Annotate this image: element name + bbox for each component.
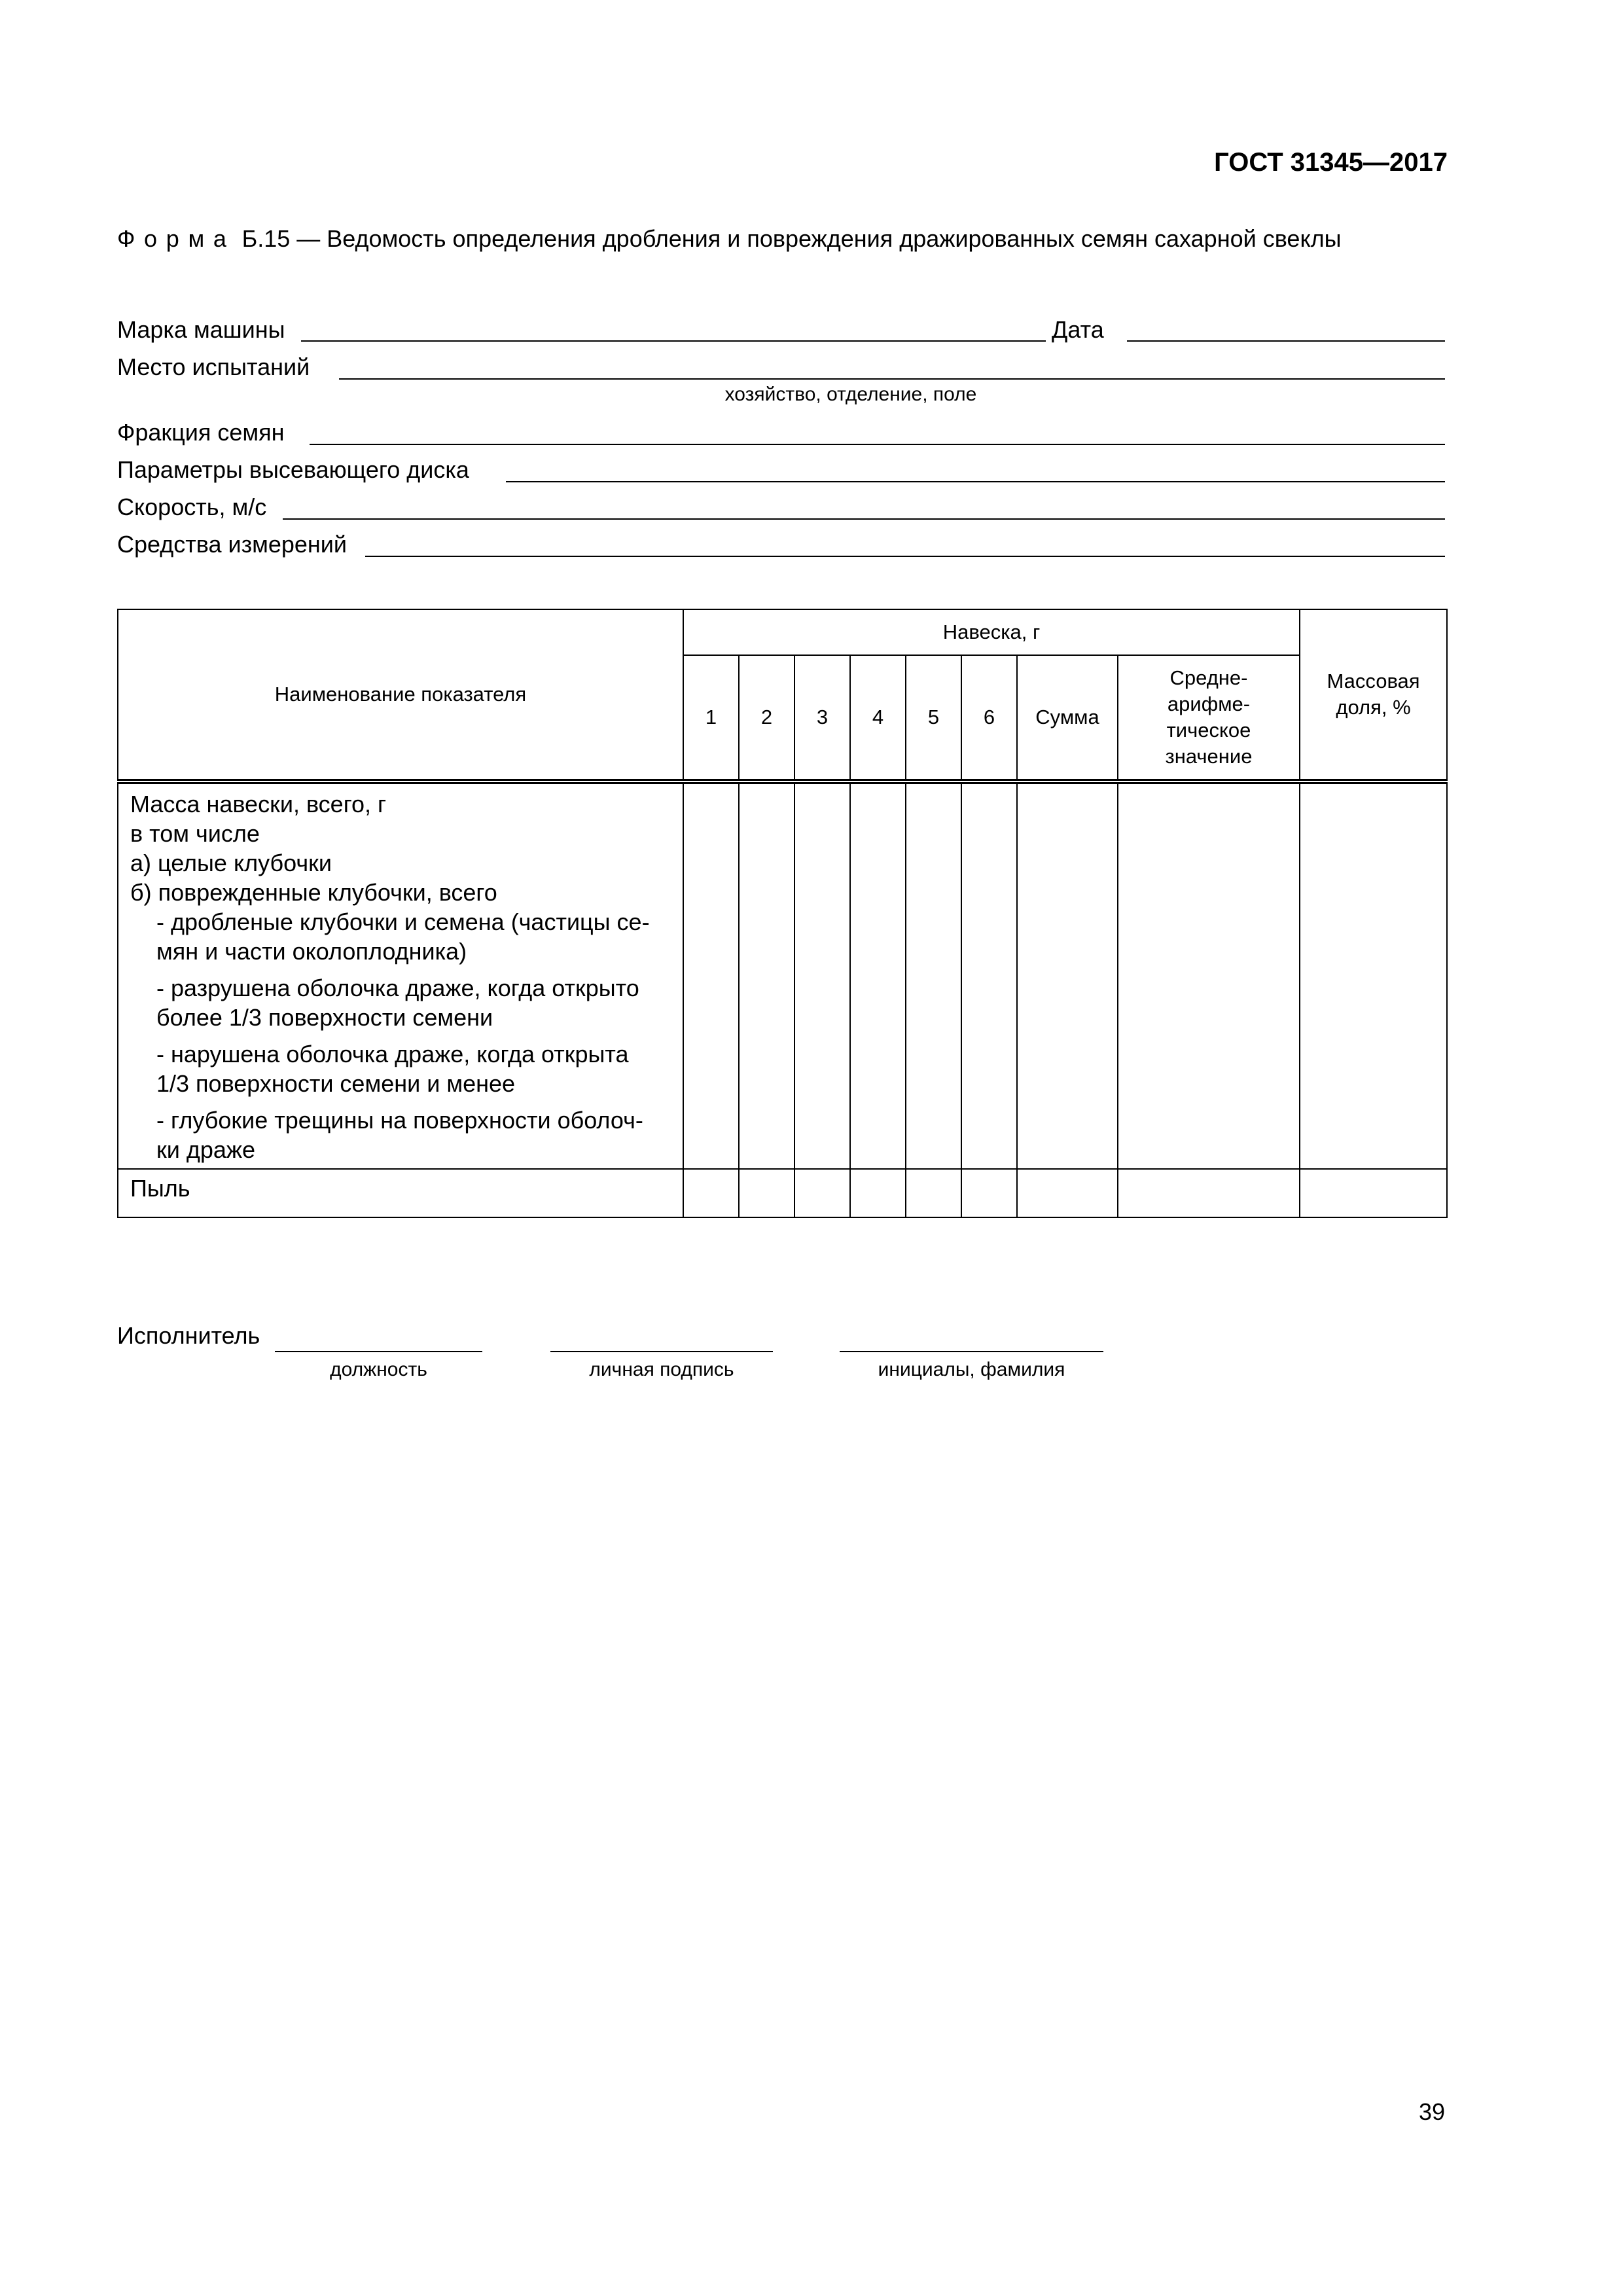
signature-hint-name: инициалы, фамилия	[878, 1359, 1065, 1380]
signature-label: Исполнитель	[117, 1322, 260, 1349]
row-label: Масса навески, всего, г	[130, 791, 387, 817]
value-cell[interactable]	[1300, 781, 1447, 1169]
header-mass-share	[1300, 609, 1447, 781]
value-cell[interactable]	[850, 1169, 906, 1217]
header-sum: Сумма	[1017, 655, 1118, 781]
page-number: 39	[1418, 2098, 1445, 2125]
header-sample-6: 6	[961, 655, 1017, 781]
field-line-place[interactable]	[339, 378, 1445, 380]
value-cell[interactable]	[850, 781, 906, 1169]
field-line-machine[interactable]	[301, 340, 1046, 342]
header-mean-line: арифме-	[1167, 692, 1251, 715]
header-mean	[1118, 655, 1300, 781]
value-cell[interactable]	[739, 1169, 794, 1217]
header-sample-2: 2	[739, 655, 794, 781]
standard-number: ГОСТ 31345—2017	[1214, 148, 1448, 177]
row-label: - нарушена оболочка драже, когда открыта	[156, 1041, 629, 1067]
field-label-place: Место испытаний	[117, 353, 310, 380]
form-caption-text: Б.15 — Ведомость определения дробления и повреждения дражированных семян сахарной свеклы	[235, 225, 1342, 252]
crushing-table	[117, 609, 1448, 1218]
row-label: - глубокие трещины на поверхности оболоч-	[156, 1107, 643, 1134]
header-name: Наименование показателя	[118, 609, 683, 781]
signature-hint-position: должность	[330, 1359, 427, 1380]
value-cell[interactable]	[683, 781, 739, 1169]
row-label: а) целые клубочки	[130, 850, 332, 876]
header-mass-line: доля, %	[1336, 696, 1411, 719]
field-line-speed[interactable]	[283, 518, 1445, 520]
value-cell[interactable]	[961, 781, 1017, 1169]
signature-line-position[interactable]	[275, 1351, 482, 1352]
value-cell[interactable]	[1017, 781, 1118, 1169]
field-line-fraction[interactable]	[310, 444, 1445, 445]
value-cell[interactable]	[683, 1169, 739, 1217]
value-cell[interactable]	[794, 1169, 850, 1217]
value-cell[interactable]	[906, 781, 961, 1169]
row-label: в том числе	[130, 820, 260, 847]
row-label: ки драже	[156, 1136, 256, 1163]
value-cell[interactable]	[739, 781, 794, 1169]
row-label: 1/3 поверхности семени и менее	[156, 1070, 516, 1097]
value-cell[interactable]	[906, 1169, 961, 1217]
value-cell[interactable]	[1118, 1169, 1300, 1217]
form-caption-lead: Форма	[117, 225, 236, 252]
value-cell[interactable]	[1118, 781, 1300, 1169]
signature-line-sign[interactable]	[550, 1351, 773, 1352]
value-cell[interactable]	[1300, 1169, 1447, 1217]
form-caption	[117, 225, 1341, 253]
header-mean-line: Средне-	[1169, 666, 1248, 689]
field-label-fraction: Фракция семян	[117, 419, 285, 446]
header-sample-4: 4	[850, 655, 906, 781]
row-label: б) поврежденные клубочки, всего	[130, 879, 497, 906]
row-label: более 1/3 поверхности семени	[156, 1004, 493, 1031]
row-label: - дробленые клубочки и семена (частицы се-	[156, 908, 650, 935]
header-sample: Навеска, г	[683, 609, 1300, 655]
header-sample-3: 3	[794, 655, 850, 781]
row-label: Пыль	[130, 1175, 190, 1202]
field-hint-place: хозяйство, отделение, поле	[724, 384, 977, 405]
field-line-date[interactable]	[1127, 340, 1445, 342]
field-label-date: Дата	[1052, 316, 1104, 343]
header-mass-line: Массовая	[1327, 670, 1420, 692]
indicator-names-cell	[118, 781, 683, 1169]
header-sample-1: 1	[683, 655, 739, 781]
field-label-tools: Средства измерений	[117, 531, 348, 558]
field-line-disc[interactable]	[506, 481, 1445, 482]
signature-hint-sign: личная подпись	[589, 1359, 734, 1380]
field-line-tools[interactable]	[365, 556, 1445, 557]
signature-line-name[interactable]	[840, 1351, 1103, 1352]
indicator-dust-cell	[118, 1169, 683, 1217]
field-label-speed: Скорость, м/с	[117, 493, 267, 520]
header-mean-line: значение	[1165, 745, 1253, 768]
row-label: - разрушена оболочка драже, когда открыто	[156, 975, 639, 1001]
value-cell[interactable]	[794, 781, 850, 1169]
field-label-machine: Марка машины	[117, 316, 285, 343]
row-label: мян и части околоплодника)	[156, 938, 467, 965]
value-cell[interactable]	[1017, 1169, 1118, 1217]
header-mean-line: тическое	[1166, 719, 1251, 742]
field-label-disc: Параметры высевающего диска	[117, 456, 469, 483]
header-sample-5: 5	[906, 655, 961, 781]
value-cell[interactable]	[961, 1169, 1017, 1217]
